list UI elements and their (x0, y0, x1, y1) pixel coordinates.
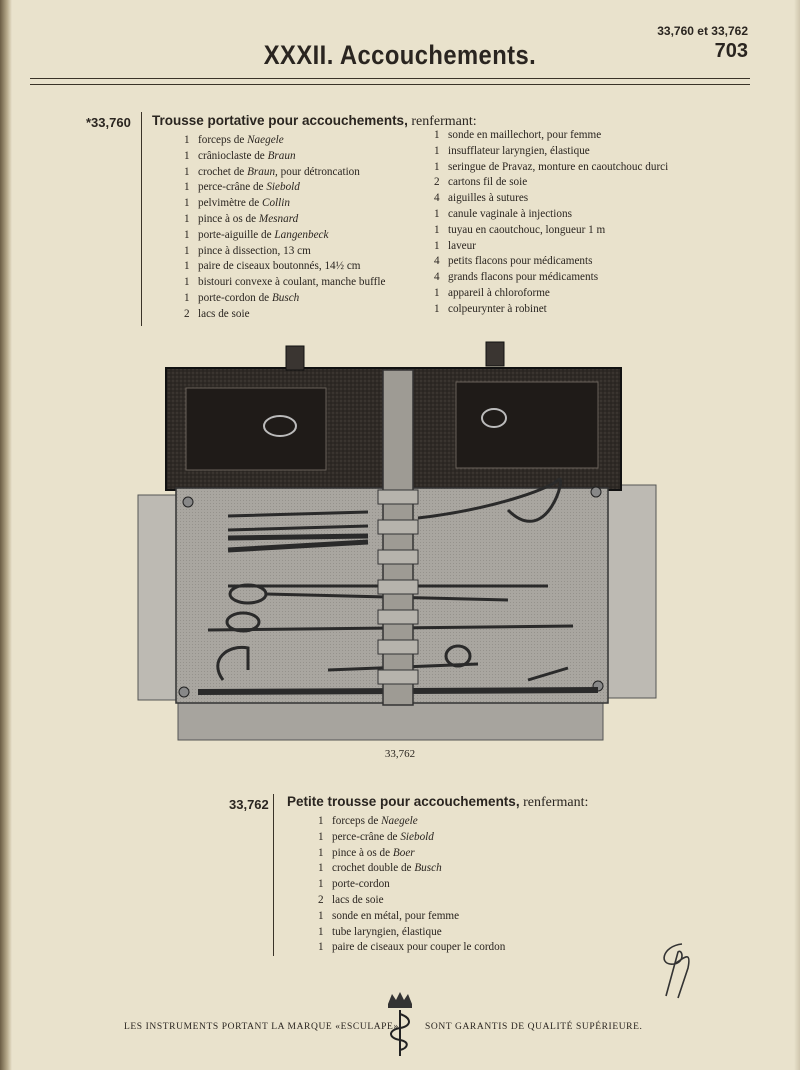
item-number-33760: *33,760 (86, 115, 131, 130)
item-name-italic: Busch (271, 291, 300, 304)
list-item (184, 244, 385, 260)
item-quantity: 1 (318, 878, 324, 891)
item-quantity: 1 (184, 197, 190, 210)
list-item (318, 846, 505, 862)
item-quantity: 1 (318, 941, 324, 954)
item-text: bistouri convexe à coulant, manche buffle (198, 276, 386, 289)
section1-list-left (184, 133, 385, 323)
item-text: tube laryngien, élastique (332, 925, 442, 938)
esculape-logo-icon (382, 990, 418, 1060)
section1-title-rest: renfermant: (407, 114, 477, 129)
item-quantity: 2 (434, 176, 440, 189)
item-name-italic: Boer (392, 846, 415, 859)
header-refs: 33,760 et 33,762 (657, 24, 748, 38)
item-text: porte-aiguille de (198, 228, 275, 241)
list-item (318, 877, 505, 893)
list-item (434, 207, 668, 223)
item-text: pour détroncation (277, 165, 360, 178)
item-text: forceps de (332, 815, 382, 827)
list-item (318, 861, 505, 877)
section2-title (287, 794, 588, 811)
item-quantity: 1 (318, 815, 324, 827)
list-item (434, 144, 668, 160)
item-text: grands flacons pour médicaments (448, 271, 599, 284)
item-text: porte-cordon (332, 878, 390, 891)
list-item (184, 212, 385, 228)
section2-list (318, 814, 505, 956)
item-text: forceps de (198, 134, 248, 146)
item-quantity: 1 (318, 909, 324, 922)
footer-text-right: SONT GARANTIS DE QUALITÉ SUPÉRIEURE. (425, 1022, 643, 1032)
page-binding-shadow (0, 0, 12, 1070)
item-text: sonde en métal, pour femme (332, 909, 460, 922)
section2-title-rest: renfermant: (519, 795, 589, 810)
item-text: lacs de soie (198, 307, 250, 320)
item-quantity: 1 (318, 862, 324, 875)
list-item (184, 275, 385, 291)
item-text: paire de ciseaux boutonnés, 14½ cm (198, 260, 361, 273)
list-item (434, 223, 668, 239)
item-text: paire de ciseaux pour couper le cordon (332, 941, 506, 954)
item-text: cartons fil de soie (448, 176, 528, 189)
item-text: crânioclaste de (198, 149, 268, 162)
item-text: appareil à chloroforme (448, 286, 550, 299)
list-item (434, 128, 668, 144)
item-quantity: 1 (434, 207, 440, 220)
list-item (434, 191, 668, 207)
list-item (318, 909, 505, 925)
list-item (184, 307, 385, 323)
item-quantity: 2 (318, 893, 324, 906)
item-text: pince à dissection, 13 cm (198, 244, 311, 257)
item-quantity: 4 (434, 255, 440, 268)
list-item (318, 925, 505, 941)
item-text: perce-crâne de (332, 830, 401, 843)
list-item (318, 893, 505, 909)
item-text: petits flacons pour médicaments (448, 255, 593, 268)
item-text: crochet double de (332, 862, 415, 875)
item-text: insufflateur laryngien, élastique (448, 144, 590, 157)
item-quantity: 1 (434, 129, 440, 141)
item-text: lacs de soie (332, 893, 384, 906)
list-item (434, 175, 668, 191)
item-text: aiguilles à sutures (448, 192, 529, 205)
list-item (434, 254, 668, 270)
item-name-italic: Langenbeck (274, 228, 329, 241)
item-quantity: 1 (184, 276, 190, 289)
list-item (318, 830, 505, 846)
item-quantity: 1 (184, 149, 190, 162)
item-text: colpeurynter à robinet (448, 302, 547, 315)
instrument-case-illustration (128, 340, 662, 749)
section1-divider (141, 112, 142, 326)
section1-list-right (434, 128, 668, 318)
item-text: pince à os de (198, 212, 259, 225)
item-quantity: 1 (434, 239, 440, 252)
list-item (434, 160, 668, 176)
item-text: porte-cordon de (198, 291, 272, 304)
list-item (318, 940, 505, 956)
item-quantity: 1 (184, 228, 190, 241)
section2-title-bold: Petite trousse pour accouchements, (287, 794, 520, 809)
list-item (434, 239, 668, 255)
item-name-italic: Braun, (247, 165, 278, 178)
item-text: sonde en maillechort, pour femme (448, 129, 602, 141)
page-title: XXXII. Accouchements. (263, 40, 537, 70)
list-item (184, 165, 385, 181)
list-item (184, 180, 385, 196)
list-item (184, 228, 385, 244)
item-quantity: 4 (434, 192, 440, 205)
item-name-italic: Mesnard (258, 212, 299, 225)
list-item (184, 291, 385, 307)
item-text: tuyau en caoutchouc, longueur 1 m (448, 223, 606, 236)
list-item (434, 302, 668, 318)
list-item (184, 149, 385, 165)
item-quantity: 1 (318, 925, 324, 938)
item-quantity: 1 (184, 291, 190, 304)
item-quantity: 1 (184, 134, 190, 146)
item-text: laveur (448, 239, 476, 252)
item-text: perce-crâne de (198, 181, 267, 194)
item-number-33762: 33,762 (229, 797, 269, 812)
item-name-italic: Naegele (381, 815, 418, 827)
item-name-italic: Collin (262, 197, 290, 210)
list-item (184, 196, 385, 212)
list-item (184, 259, 385, 275)
item-quantity: 2 (184, 307, 190, 320)
item-quantity: 1 (184, 181, 190, 194)
page-edge (794, 0, 800, 1070)
item-quantity: 1 (434, 223, 440, 236)
footer-text-left: LES INSTRUMENTS PORTANT LA MARQUE «ESCULAPE» (124, 1022, 399, 1032)
item-quantity: 1 (318, 846, 324, 859)
item-quantity: 1 (184, 212, 190, 225)
item-name-italic: Siebold (400, 830, 434, 843)
item-name-italic: Braun (267, 149, 296, 162)
item-quantity: 1 (184, 244, 190, 257)
item-name-italic: Siebold (266, 181, 300, 194)
item-name-italic: Naegele (247, 134, 284, 146)
item-name-italic: Busch (414, 862, 442, 875)
item-quantity: 1 (434, 160, 440, 173)
item-quantity: 1 (434, 144, 440, 157)
section1-title (152, 113, 477, 130)
header-rule (30, 78, 750, 85)
item-quantity: 4 (434, 271, 440, 284)
list-item (318, 814, 505, 830)
section2-divider (273, 794, 274, 956)
page-number: 703 (714, 40, 748, 62)
handwritten-signature-icon (652, 938, 700, 1002)
section1-title-bold: Trousse portative pour accouchements, (152, 113, 408, 128)
item-text: crochet de (198, 165, 248, 178)
list-item (434, 286, 668, 302)
item-text: pelvimètre de (198, 197, 262, 210)
item-quantity: 1 (184, 260, 190, 273)
list-item (184, 133, 385, 149)
item-text: pince à os de (332, 846, 393, 859)
figure-caption: 33,762 (384, 748, 416, 760)
item-quantity: 1 (184, 165, 190, 178)
item-text: seringue de Pravaz, monture en caoutchouc durci (448, 160, 669, 173)
item-quantity: 1 (318, 830, 324, 843)
item-text: canule vaginale à injections (448, 207, 572, 220)
list-item (434, 270, 668, 286)
item-quantity: 1 (434, 302, 440, 315)
item-quantity: 1 (434, 286, 440, 299)
